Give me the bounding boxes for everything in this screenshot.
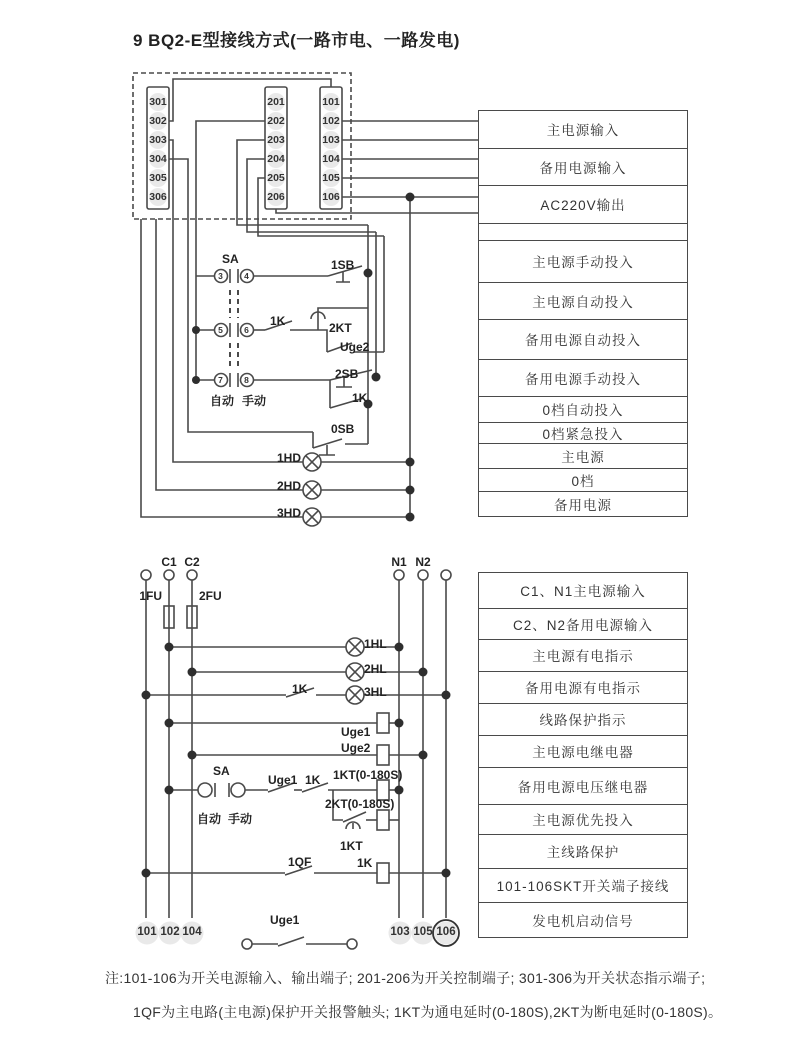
bottom-wiring [141, 570, 459, 949]
note-line-2: 1QF为主电路(主电源)保护开关报警触头; 1KT为通电延时(0-180S),2KT为断电延时(0-180S)。 [133, 1004, 723, 1020]
uge1-coil-label: Uge1 [341, 725, 371, 739]
table-row: 主电源 [479, 444, 687, 469]
sa-contact-3: 3 [218, 271, 223, 281]
coil-uge1-icon [377, 713, 389, 733]
sb2-label: 2SB [335, 367, 359, 381]
sa-contact-7: 7 [218, 375, 223, 385]
hl3-lamp-label: 3HL [364, 685, 387, 699]
table-row: 线路保护指示 [479, 704, 687, 736]
terminal-301: 301 [149, 96, 167, 108]
table-row: 备用电源 [554, 497, 612, 513]
top-function-table [478, 110, 688, 517]
k1-row3-label: 1K [352, 391, 368, 405]
table-row: 主电源手动投入 [479, 241, 687, 283]
bottom-terminal-106: 106 [436, 926, 456, 938]
terminal-304: 304 [149, 153, 167, 165]
coil-uge2-icon [377, 745, 389, 765]
page-title: 9 BQ2-E型接线方式(一路市电、一路发电) [133, 31, 460, 50]
lamp-3hd-icon [303, 508, 321, 526]
terminal-204: 204 [267, 153, 285, 165]
sa-contact-6: 6 [244, 325, 249, 335]
lamp-3hl-icon [346, 686, 364, 704]
n2-terminal-label: N2 [415, 555, 431, 569]
table-row: 主电源优先投入 [479, 805, 687, 836]
hd3-lamp-label: 3HD [276, 506, 301, 520]
hd1-lamp-label: 1HD [276, 451, 301, 465]
uge2-coil-label: Uge2 [341, 741, 371, 755]
k1-lamp-contact-label: 1K [292, 682, 308, 696]
kt1-contact-label: 1KT [340, 839, 363, 853]
table-row: 主电源有电指示 [479, 640, 687, 672]
bottom-terminal-103: 103 [390, 926, 410, 938]
top-wiring [133, 73, 478, 526]
bottom-terminal-104: 104 [182, 926, 202, 938]
bottom-terminal-105: 105 [413, 926, 433, 938]
table-row: 主线路保护 [479, 835, 687, 869]
bottom-function-table [478, 572, 688, 938]
coil-2kt-icon [377, 810, 389, 830]
contact-uge1-bottom-icon [242, 937, 357, 949]
c1-terminal-label: C1 [161, 555, 177, 569]
terminal-105: 105 [322, 172, 340, 184]
hd2-lamp-label: 2HD [276, 479, 301, 493]
table-row: 备用电源输入 [479, 149, 687, 187]
sa-bottom-label: SA [213, 764, 230, 778]
table-row: AC220V输出 [479, 186, 687, 224]
kt1-coil-label: 1KT(0-180S) [333, 768, 403, 782]
table-row: 0档 [479, 469, 687, 493]
terminal-103: 103 [322, 134, 340, 146]
k1-contact-label: 1K [305, 773, 321, 787]
bottom-terminal-102: 102 [160, 926, 180, 938]
terminal-205: 205 [267, 172, 285, 184]
table-row: 主电源自动投入 [479, 283, 687, 321]
table-row: 备用电源手动投入 [479, 360, 687, 398]
kt2-contact-label: 2KT [329, 321, 352, 335]
manual-bottom-label: 手动 [228, 812, 253, 826]
table-row: C1、N1主电源输入 [479, 573, 687, 609]
lamp-1hl-icon [346, 638, 364, 656]
terminal-305: 305 [149, 172, 167, 184]
table-row: C2、N2备用电源输入 [479, 609, 687, 641]
fu2-label: 2FU [199, 589, 222, 603]
terminal-302: 302 [149, 115, 167, 127]
manual-position-label: 手动 [242, 394, 267, 408]
qf1-label: 1QF [288, 855, 312, 869]
sa-contact-4: 4 [244, 271, 249, 281]
terminal-206: 206 [267, 191, 285, 203]
sa-contact-8: 8 [244, 375, 249, 385]
table-row: 主电源输入 [479, 111, 687, 149]
fu1-label: 1FU [139, 589, 162, 603]
auto-position-label: 自动 [210, 394, 235, 408]
terminal-106: 106 [322, 191, 340, 203]
bottom-terminal-101: 101 [137, 926, 157, 938]
terminal-306: 306 [149, 191, 167, 203]
sa-contact-5: 5 [218, 325, 223, 335]
terminal-202: 202 [267, 115, 285, 127]
table-row: 发电机启动信号 [532, 913, 634, 929]
table-row: 备用电源电压继电器 [479, 768, 687, 805]
hl1-lamp-label: 1HL [364, 637, 387, 651]
lamp-2hl-icon [346, 663, 364, 681]
note-line-1: 注:101-106为开关电源输入、输出端子; 201-206为开关控制端子; 301-306为开关状态指示端子; [105, 970, 706, 986]
table-row [479, 224, 687, 242]
top-junction-dots [192, 193, 415, 522]
table-row: 0档自动投入 [479, 397, 687, 423]
sa-linkage-dashed [230, 290, 238, 367]
n1-terminal-label: N1 [391, 555, 407, 569]
bottom-junction-dots [142, 643, 451, 878]
hl2-lamp-label: 2HL [364, 662, 387, 676]
terminal-102: 102 [322, 115, 340, 127]
table-row: 备用电源有电指示 [479, 672, 687, 705]
table-row: 备用电源自动投入 [479, 320, 687, 360]
sa-switch-label: SA [222, 252, 239, 266]
terminal-203: 203 [267, 134, 285, 146]
table-row: 主电源电继电器 [479, 736, 687, 769]
terminal-104: 104 [322, 153, 340, 165]
table-row: 101-106SKT开关端子接线 [479, 869, 687, 904]
terminal-101: 101 [322, 96, 340, 108]
table-row: 0档紧急投入 [479, 423, 687, 445]
kt2-coil-label: 2KT(0-180S) [325, 797, 395, 811]
terminal-201: 201 [267, 96, 285, 108]
uge1-contact-label: Uge1 [268, 773, 298, 787]
c2-terminal-label: C2 [184, 555, 200, 569]
sb0-label: 0SB [331, 422, 355, 436]
k1-coil-label: 1K [357, 856, 373, 870]
lamp-2hd-icon [303, 481, 321, 499]
k1-row2-label: 1K [270, 314, 286, 328]
terminal-303: 303 [149, 134, 167, 146]
lamp-1hd-icon [303, 453, 321, 471]
uge1-bottom-label: Uge1 [270, 913, 300, 927]
auto-bottom-label: 自动 [197, 812, 222, 826]
uge2-contact-label: Uge2 [340, 340, 370, 354]
delay-contact-1kt-icon [343, 812, 366, 829]
coil-1k-icon [377, 863, 389, 883]
sb1-label: 1SB [331, 258, 355, 272]
